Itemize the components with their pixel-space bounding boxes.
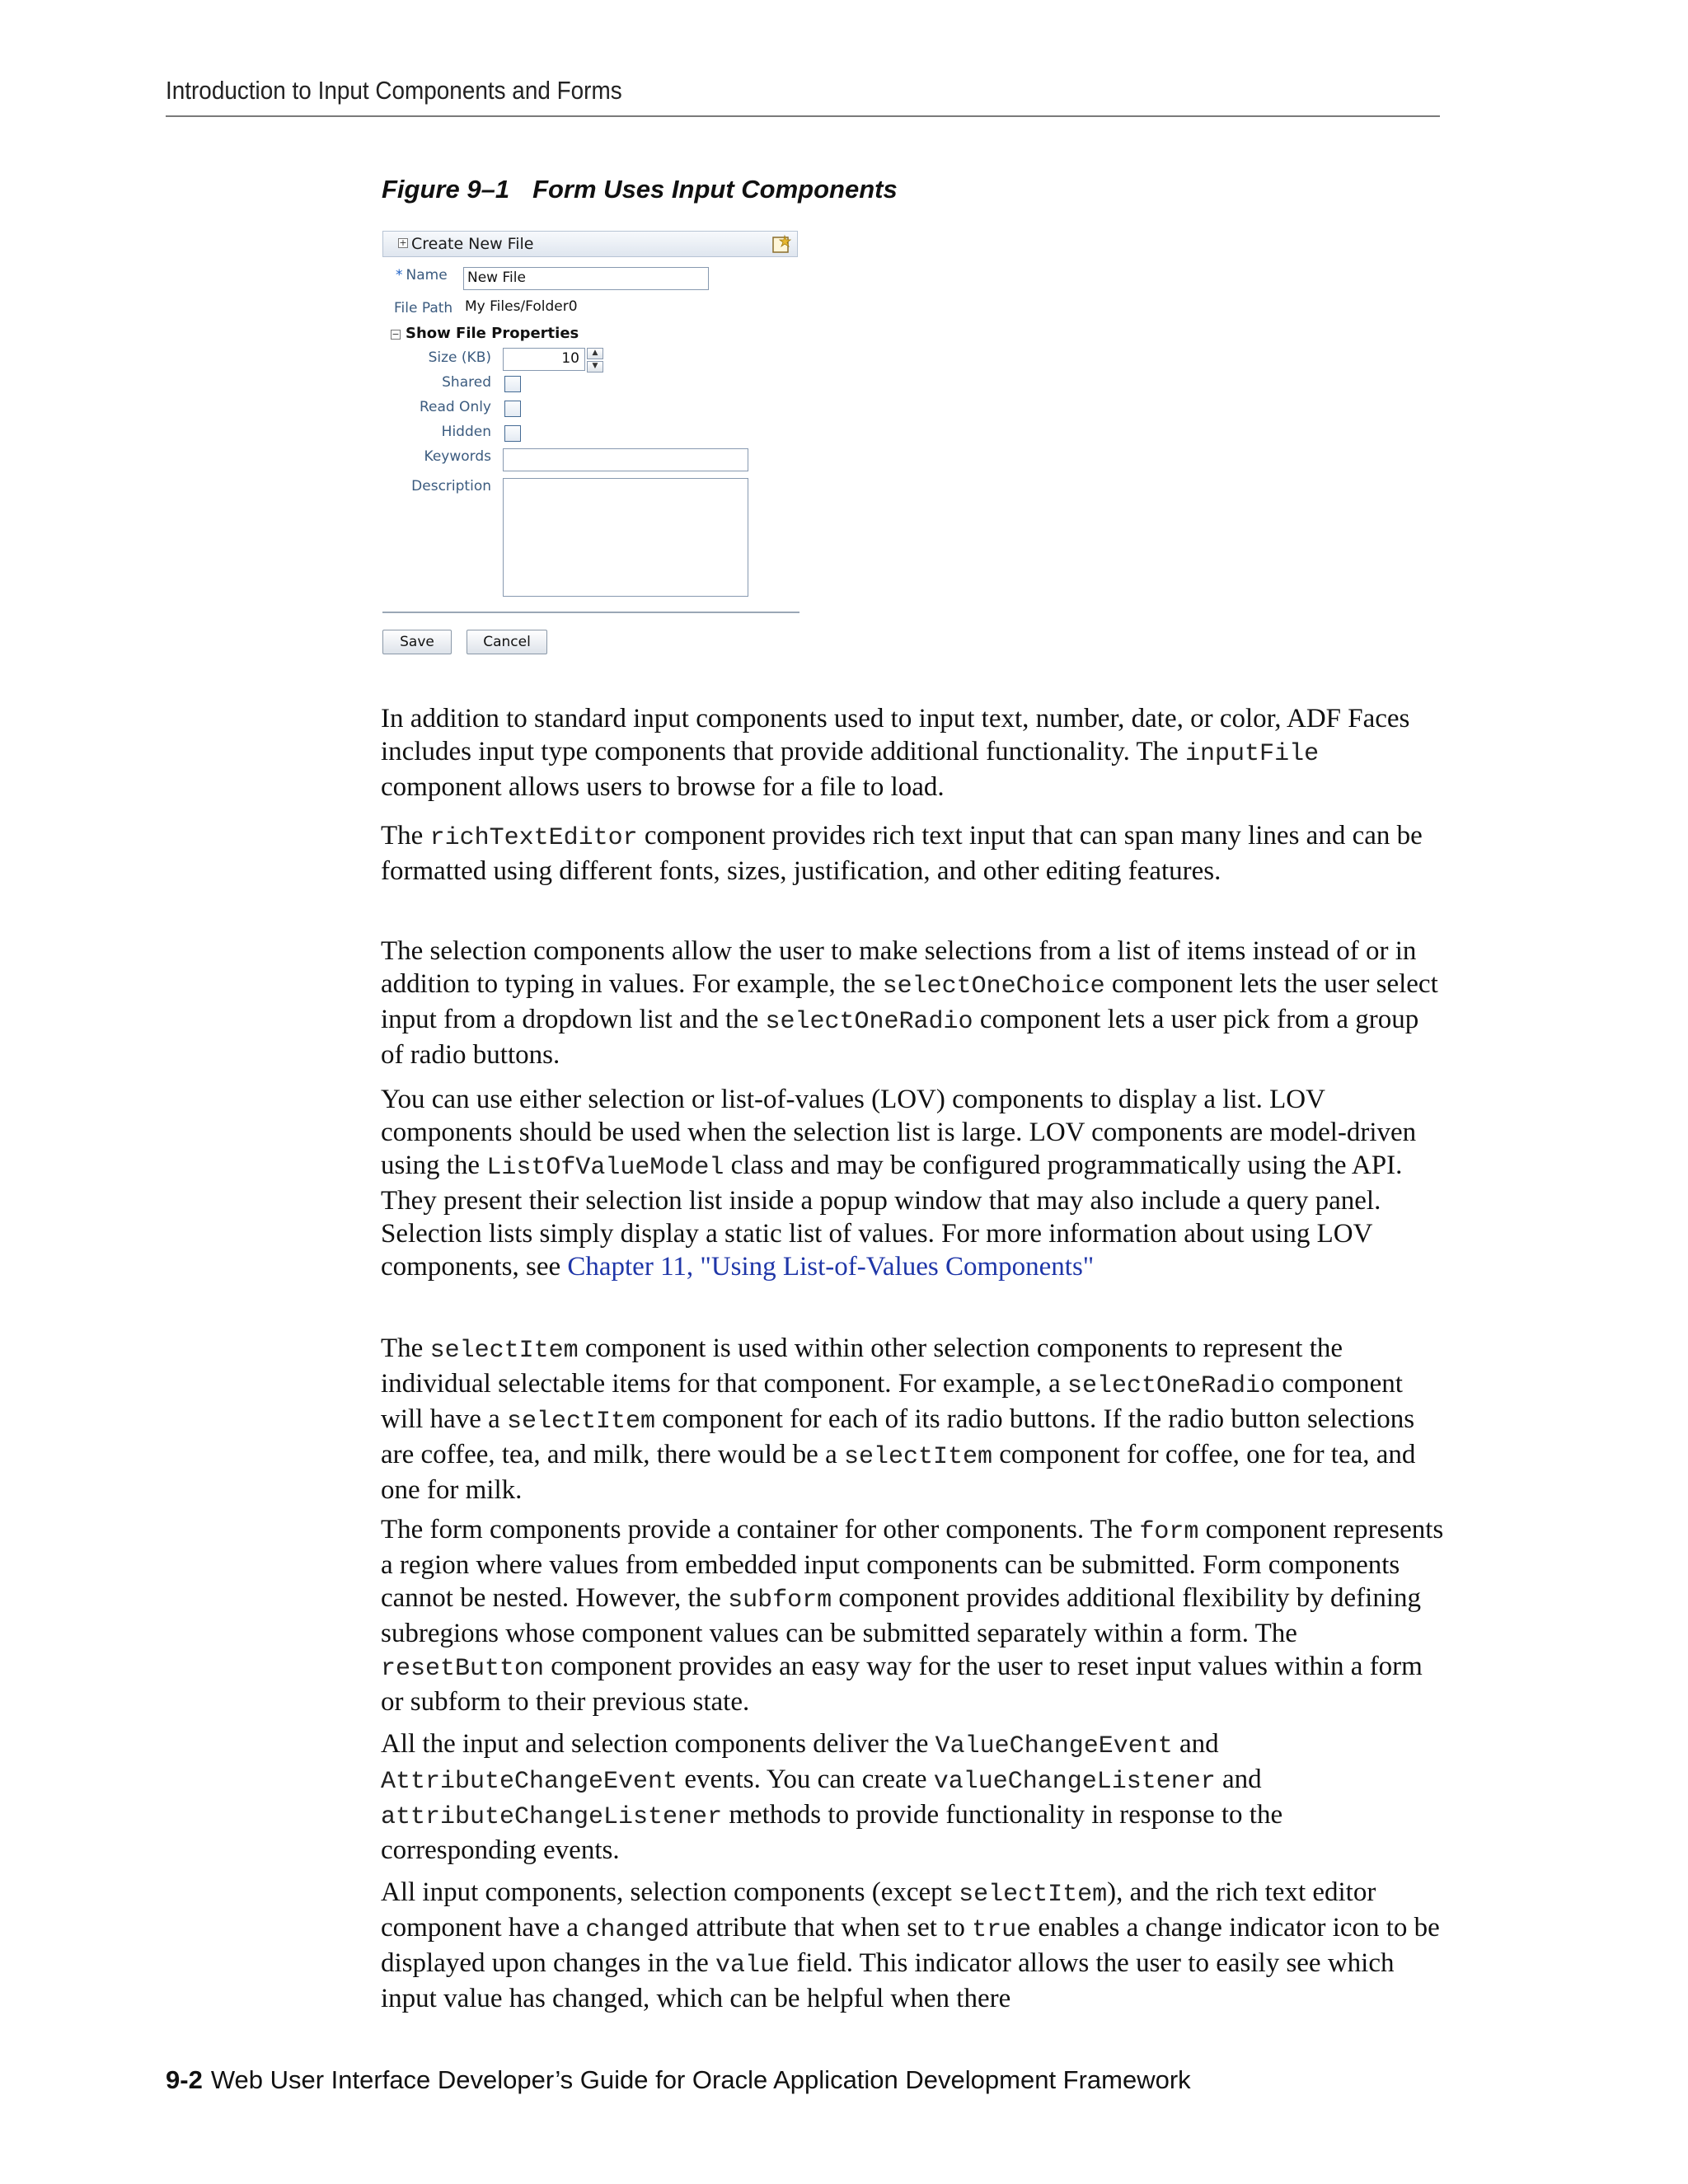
panel-divider (382, 612, 799, 613)
figure-number: Figure 9–1 (382, 175, 510, 204)
description-label: Description (411, 478, 491, 494)
name-label: * Name (396, 267, 448, 284)
show-file-properties-header[interactable]: Show File Properties (406, 325, 579, 342)
spin-down-icon[interactable]: ▼ (587, 361, 603, 373)
figure-caption (382, 175, 898, 204)
new-file-icon[interactable] (771, 233, 792, 255)
cancel-button[interactable]: Cancel (467, 630, 547, 654)
paragraph-4: You can use either selection or list-of-values (LOV) components to display a list. LOV components should be used when the selection list is large. LOV components are model-driven using the ListOfValueModel class and may be configured programmatically using the API. They present their selection list inside a popup window that may also include a query panel. Selection lists simply display a static list of values. For more information about using LOV components, see Chapter 11, "Using List-of-Values Components" (381, 1085, 1417, 1282)
figure-title: Form Uses Input Components (532, 175, 898, 204)
keywords-label: Keywords (424, 448, 491, 465)
description-textarea[interactable] (503, 478, 748, 597)
form-screenshot (382, 231, 799, 661)
hidden-label: Hidden (441, 424, 491, 440)
paragraph-1: In addition to standard input components used to input text, number, date, or color, ADF Faces includes input type components that provide additional functionality. The inputFile component allows users to browse for a file to load. (381, 704, 1410, 802)
shared-checkbox[interactable] (504, 376, 521, 392)
save-button[interactable]: Save (382, 630, 452, 654)
paragraph-5: The selectItem component is used within other selection components to represent the individual selectable items for that component. For example, a selectOneRadio component will have a selectItem component for each of its radio buttons. If the radio button selections are coffee, tea, and milk, there would be a selectItem component for coffee, one for tea, and one for milk. (381, 1333, 1416, 1505)
header-rule (166, 115, 1440, 117)
chapter-11-link[interactable]: Chapter 11, "Using List-of-Values Components" (567, 1252, 1095, 1282)
size-stepper[interactable] (503, 348, 585, 371)
book-title: Web User Interface Developer’s Guide for Oracle Application Development Framework (210, 2065, 1191, 2094)
panel-header[interactable] (382, 231, 798, 257)
plus-box-icon[interactable]: + (399, 237, 407, 248)
paragraph-3: The selection components allow the user to make selections from a list of items instead of or in addition to typing in values. For example, the selectOneChoice component lets the user select input from a dropdown list and the selectOneRadio component lets a user pick from a group of radio buttons. (381, 936, 1438, 1070)
file-path-label: File Path (394, 300, 453, 316)
size-stepper-buttons (587, 348, 603, 371)
code-inputFile: inputFile (1185, 740, 1320, 768)
spin-up-icon[interactable]: ▲ (587, 348, 603, 359)
keywords-field[interactable] (503, 448, 748, 471)
read-only-label: Read Only (419, 399, 491, 415)
paragraph-6: The form components provide a container for other components. The form component represents a region where values from embedded input components can be submitted. Form components cannot be nested. However, the subform component provides additional flexibility by defining subregions whose component values can be submitted separately within a form. The resetButton component provides an easy way for the user to reset input values within a form or subform to their previous state. (381, 1515, 1444, 1717)
page-footer (166, 2065, 1191, 2095)
paragraph-7: All the input and selection components deliver the ValueChangeEvent and AttributeChangeEvent events. You can create valueChangeListener and attributeChangeListener methods to provide functionality in response to the corresponding events. (381, 1729, 1283, 1865)
size-label: Size (KB) (428, 349, 491, 366)
minus-box-icon[interactable]: − (392, 329, 400, 340)
file-path-value: My Files/Folder0 (465, 298, 578, 315)
size-value: 10 (561, 350, 579, 367)
code-richTextEditor: richTextEditor (429, 824, 638, 852)
paragraph-2: The richTextEditor component provides rich text input that can span many lines and can be formatted using different fonts, sizes, justification, and other editing features. (381, 821, 1423, 886)
paragraph-8: All input components, selection components (except selectItem), and the rich text editor component have a changed attribute that when set to true enables a change indicator icon to be displayed upon changes in the value field. This indicator allows the user to easily see which input value has changed, which can be helpful when there (381, 1877, 1440, 2013)
name-field[interactable]: New File (463, 267, 709, 290)
page-number: 9-2 (166, 2065, 203, 2094)
panel-title: Create New File (411, 235, 534, 253)
read-only-checkbox[interactable] (504, 401, 521, 417)
hidden-checkbox[interactable] (504, 425, 521, 442)
running-header: Introduction to Input Components and Forms (166, 76, 622, 105)
shared-label: Shared (442, 374, 491, 391)
